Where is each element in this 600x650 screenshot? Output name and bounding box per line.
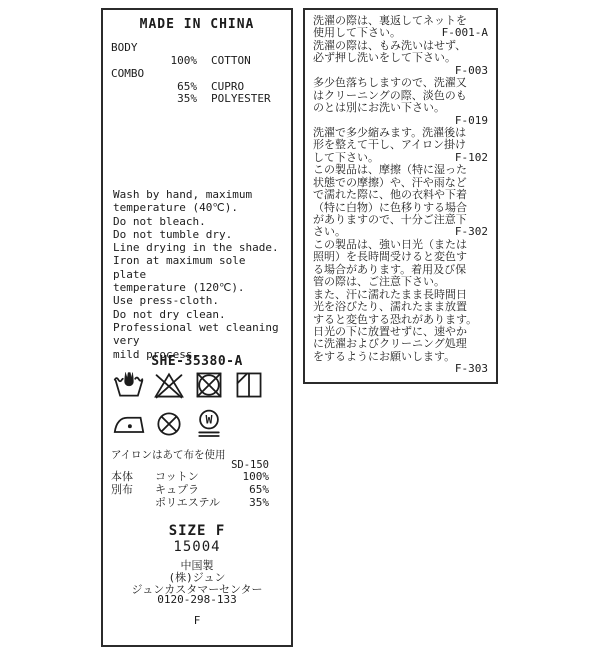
care-note-line: 多少色落ちしますので、洗濯又 [313, 76, 467, 90]
composition-row: 35% POLYESTER [177, 92, 271, 105]
composition-row: 本体 コットン 100% [111, 470, 269, 483]
care-instruction-line: Line drying in the shade. [113, 241, 279, 255]
care-note-line: また、汗に濡れたまま長時間日 [313, 287, 467, 301]
care-note-line: 形を整えて干し、アイロン掛け [313, 138, 467, 152]
care-note-line: 使用して下さい。 F-001-A [313, 26, 488, 40]
care-note-line: はクリーニングの際、淡色のも [313, 88, 467, 102]
care-note-line: 洗濯の際は、もみ洗いはせず、 [313, 38, 467, 52]
iron-note-japanese: アイロンはあて布を使用 [111, 449, 226, 461]
care-label-right-panel [303, 8, 498, 384]
care-instruction-line: Iron at maximum sole plate [113, 254, 246, 281]
style-code: SHE-35380-A [151, 354, 243, 369]
composition-japanese [103, 470, 291, 509]
care-note-line: のとは別にお洗い下さい。 [313, 101, 445, 115]
care-note-line: この製品は、強い日光（または [313, 237, 467, 251]
care-instruction-line: Use press-cloth. [113, 294, 219, 308]
customer-center-name: ジュンカスタマーセンター [131, 583, 263, 596]
care-note-line: に洗濯およびクリーニング処理 [313, 337, 467, 351]
care-note-line: （特に白物）に色移りする場合 [313, 200, 467, 214]
care-note-line: F-303 [454, 362, 488, 376]
care-note-line: をするようにお願いします。 [313, 349, 456, 363]
do-not-tumble-dry-icon [193, 370, 225, 400]
care-note-line: 洗濯の際は、裏返してネットを [313, 14, 467, 27]
svg-text:W: W [205, 412, 213, 427]
care-symbols-row-2 [103, 409, 291, 439]
care-note-line: がありますので、十分ご注意下 [313, 213, 467, 226]
care-note-line: 照明）を長時間受けると変色す [313, 250, 467, 264]
fabric-code: SD-150 [231, 459, 269, 471]
care-note-line: F-019 [454, 113, 488, 127]
hand-wash-icon [113, 370, 145, 400]
care-instruction-line: Do not tumble dry. [113, 227, 233, 241]
care-note-line: 洗濯で多少縮みます。洗濯後は [313, 125, 467, 139]
care-note-line: この製品は、摩擦（特に湿った [313, 163, 467, 177]
care-symbols-row-1 [103, 370, 291, 400]
composition-row: 100% COTTON [170, 53, 251, 67]
product-number: 15004 [173, 539, 221, 555]
do-not-bleach-icon [153, 370, 185, 400]
care-note-line: さい。 F-302 [313, 225, 488, 239]
care-note-line: F-003 [454, 63, 488, 77]
care-instruction-line: temperature (120℃). [113, 281, 245, 295]
care-instruction-line: mild process. [113, 347, 200, 361]
care-instruction-line: temperature (40℃). [113, 201, 238, 215]
do-not-dry-clean-icon [153, 409, 185, 439]
line-dry-shade-icon [233, 370, 265, 400]
phone-number: 0120-298-133 [157, 593, 237, 606]
size-label: SIZE F [168, 523, 226, 539]
care-note-line: 必ず押し洗いをして下さい。 [313, 51, 456, 65]
care-note-line: 管の際は、ご注意下さい。 [313, 275, 445, 289]
care-instruction-line: Wash by hand, maximum [113, 188, 253, 201]
care-instructions-english [103, 188, 291, 361]
care-note-line: 光を浴びたり、濡れたまま放置 [313, 300, 467, 314]
care-label-left-panel [101, 8, 293, 647]
fabric-part-label: COMBO [111, 67, 145, 80]
care-note-line: る場合があります。着用及び保 [313, 262, 467, 276]
iron-low-heat-icon [113, 409, 145, 439]
care-note-line: 状態での摩擦）や、汗や雨など [313, 175, 467, 189]
composition-row: 別布 キュプラ 65% [111, 483, 269, 496]
wet-cleaning-very-mild-icon [193, 409, 225, 439]
composition-row: 65% CUPRO [177, 79, 245, 93]
care-note-line: すると変色する恐れがあります。 [313, 312, 478, 326]
care-note-line: で濡れた際に、他の衣料や下着 [313, 188, 467, 202]
composition-row: ポリエステル 35% [155, 496, 269, 509]
company-name: (株)ジュン [168, 571, 226, 584]
country-of-origin-japanese: 中国製 [180, 559, 214, 572]
origin-text: MADE IN CHINA [139, 17, 255, 32]
care-instruction-line: Do not dry clean. [113, 307, 226, 321]
size-letter: F [193, 614, 201, 627]
care-instruction-line: Do not bleach. [113, 214, 206, 228]
composition-english [103, 41, 291, 106]
fabric-part-label: BODY [111, 41, 138, 54]
care-note-line: して下さい。 F-102 [313, 150, 488, 164]
care-note-line: 日光の下に放置せずに、速やか [313, 324, 467, 338]
care-instruction-line: Professional wet cleaning very [113, 320, 279, 348]
